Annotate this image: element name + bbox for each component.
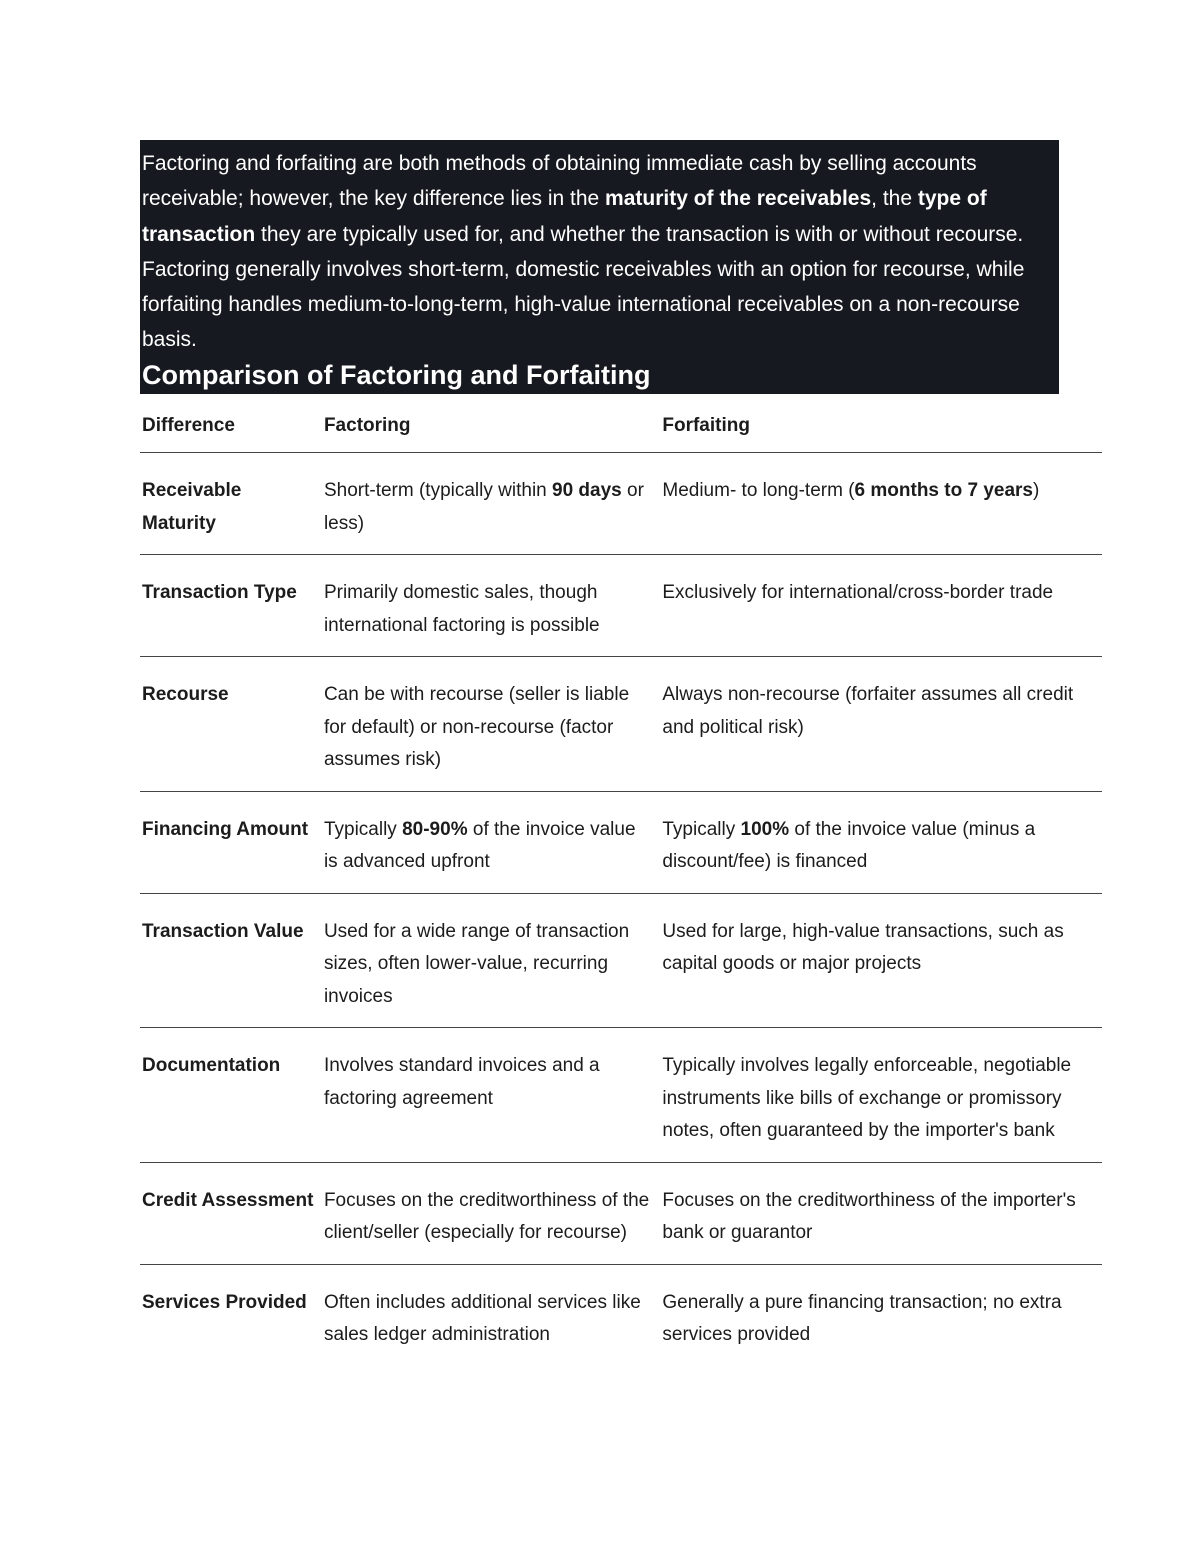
table-row xyxy=(140,657,1102,792)
table-row xyxy=(140,1264,1102,1366)
cell-forfaiting xyxy=(660,555,1102,657)
cell-difference: Credit Assessment xyxy=(140,1162,322,1264)
cell-factoring xyxy=(322,1264,660,1366)
header-forfaiting: Forfaiting xyxy=(660,410,1102,453)
cell-text: ) xyxy=(1033,480,1040,502)
comparison-table xyxy=(140,410,1102,1366)
intro-text-part: they are typically used for, and whether the transaction is with or without recourse. Factoring generally involves short-term, domestic receivables with an option for recourse, while forfaiting handles medium-to-long-term, high-value international receivables on a non-recourse basis. xyxy=(142,222,1025,352)
document-page xyxy=(140,140,1102,1366)
section-title: Comparison of Factoring and Forfaiting xyxy=(142,359,651,390)
cell-text: Focuses on the creditworthiness of the importer's bank or guarantor xyxy=(662,1189,1076,1244)
cell-text: Always non-recourse (forfaiter assumes all credit and political risk) xyxy=(662,684,1074,738)
cell-text: of the invoice value is advanced upfront xyxy=(323,818,636,873)
cell-text: Primarily domestic sales, though international factoring is possible xyxy=(323,582,600,636)
cell-text: or less) xyxy=(323,480,644,534)
cell-bold-text: 80-90% xyxy=(402,818,468,840)
cell-factoring xyxy=(322,1162,660,1264)
cell-difference: Transaction Value xyxy=(140,893,322,1028)
cell-text: Focuses on the creditworthiness of the client/seller (especially for recourse) xyxy=(323,1189,650,1244)
cell-forfaiting xyxy=(660,791,1102,893)
table-body xyxy=(140,453,1102,1366)
table-row xyxy=(140,1028,1102,1163)
table-header-row xyxy=(140,410,1102,453)
cell-factoring xyxy=(322,1028,660,1163)
cell-text: Can be with recourse (seller is liable for default) or non-recourse (factor assumes risk) xyxy=(323,684,630,771)
cell-text: of the invoice value (minus a discount/fee) is financed xyxy=(662,818,1036,873)
intro-paragraph xyxy=(142,146,1059,358)
header-factoring: Factoring xyxy=(322,410,660,453)
cell-forfaiting xyxy=(660,893,1102,1028)
cell-text: Short-term (typically within xyxy=(323,480,553,502)
cell-difference: Receivable Maturity xyxy=(140,453,322,555)
cell-text: Often includes additional services like sales ledger administration xyxy=(323,1291,641,1346)
cell-difference: Financing Amount xyxy=(140,791,322,893)
cell-text: Generally a pure financing transaction; no extra services provided xyxy=(662,1291,1062,1346)
cell-text: Typically xyxy=(323,818,403,840)
cell-difference: Transaction Type xyxy=(140,555,322,657)
cell-text: Involves standard invoices and a factoring agreement xyxy=(323,1055,600,1109)
intro-highlight-block xyxy=(140,140,1059,394)
cell-text: Used for a wide range of transaction sizes, often lower-value, recurring invoices xyxy=(323,920,630,1007)
cell-factoring xyxy=(322,893,660,1028)
cell-forfaiting xyxy=(660,453,1102,555)
table-row xyxy=(140,893,1102,1028)
cell-factoring xyxy=(322,657,660,792)
intro-bold-maturity: maturity of the receivables xyxy=(605,187,872,211)
table-row xyxy=(140,555,1102,657)
cell-text: Exclusively for international/cross-border trade xyxy=(662,582,1054,604)
intro-text-part: , the xyxy=(871,187,918,211)
intro-text-part: Factoring and forfaiting are both methods of obtaining immediate cash by selling accounts receivable; however, the key difference lies in the xyxy=(142,152,977,211)
table-row xyxy=(140,453,1102,555)
cell-difference: Documentation xyxy=(140,1028,322,1163)
cell-text: Medium- to long-term ( xyxy=(662,480,855,502)
cell-text: Typically xyxy=(662,818,741,840)
table-row xyxy=(140,1162,1102,1264)
cell-bold-text: 6 months to 7 years xyxy=(854,480,1033,502)
cell-factoring xyxy=(322,555,660,657)
cell-forfaiting xyxy=(660,1162,1102,1264)
header-difference: Difference xyxy=(140,410,322,453)
cell-forfaiting xyxy=(660,1028,1102,1163)
cell-factoring xyxy=(322,453,660,555)
intro-bold-transaction-type: type of transaction xyxy=(142,187,987,246)
cell-forfaiting xyxy=(660,657,1102,792)
table-row xyxy=(140,791,1102,893)
cell-text: Used for large, high-value transactions, such as capital goods or major projects xyxy=(662,920,1064,975)
cell-bold-text: 100% xyxy=(740,818,790,840)
cell-text: Typically involves legally enforceable, negotiable instruments like bills of exchange or promissory notes, often guaranteed by the importer's bank xyxy=(662,1055,1072,1142)
cell-bold-text: 90 days xyxy=(552,480,622,502)
cell-difference: Recourse xyxy=(140,657,322,792)
cell-difference: Services Provided xyxy=(142,1291,307,1313)
cell-forfaiting xyxy=(660,1264,1102,1366)
cell-factoring xyxy=(322,791,660,893)
